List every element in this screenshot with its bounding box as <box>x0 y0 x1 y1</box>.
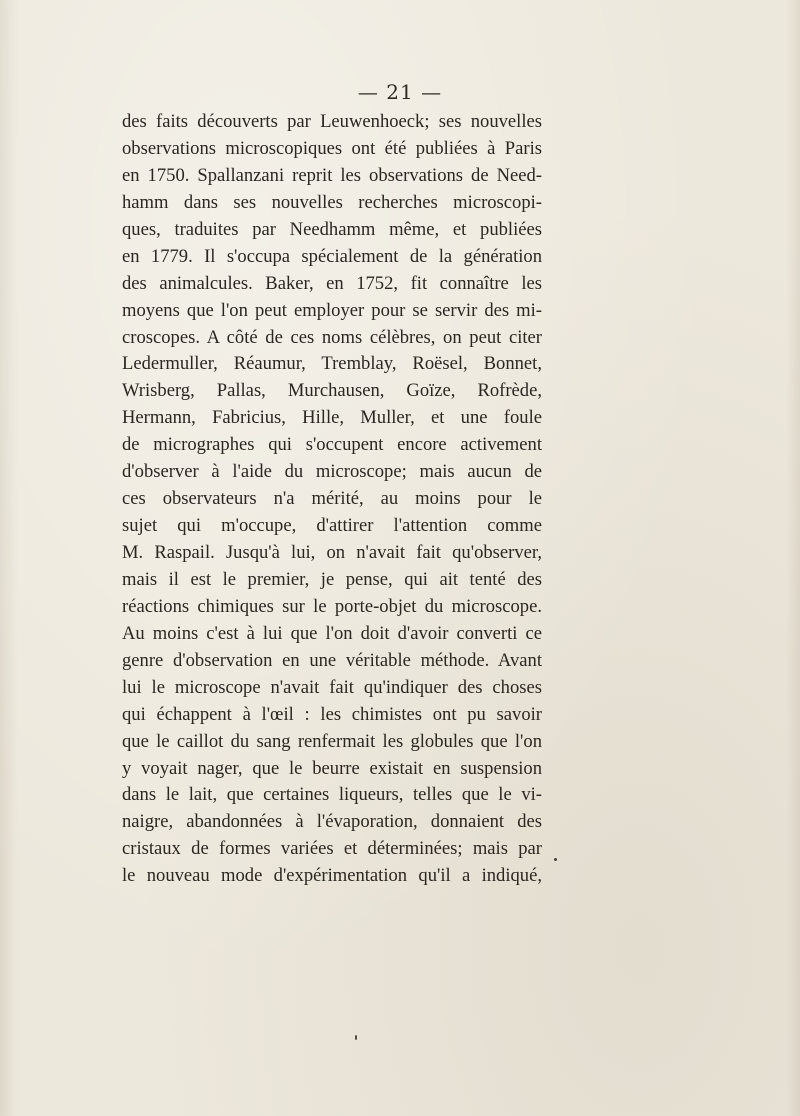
paper-speck <box>554 858 557 861</box>
text-line: Hermann, Fabricius, Hille, Muller, et une foule <box>122 407 542 429</box>
text-line: croscopes. A côté de ces noms célèbres, on peut citer <box>122 326 542 348</box>
text-line: des animalcules. Baker, en 1752, fit connaître les <box>122 272 542 294</box>
text-line: naigre, abandonnées à l'évaporation, donnaient des <box>122 811 542 833</box>
text-line: réactions chimiques sur le porte-objet du microscope. <box>122 595 542 617</box>
page-number: — 21 — <box>357 80 443 104</box>
text-line: mais il est le premier, je pense, qui ait tenté des <box>122 568 542 590</box>
text-line: qui échappent à l'œil : les chimistes ont pu savoir <box>122 703 542 725</box>
text-line: y voyait nager, que le beurre existait en suspension <box>122 757 542 779</box>
text-line: de micrographes qui s'occupent encore activement <box>122 434 542 456</box>
paper-speck <box>355 1035 357 1040</box>
text-line: genre d'observation en une véritable méthode. Avant <box>122 649 542 671</box>
text-line: dans le lait, que certaines liqueurs, telles que le vi- <box>122 784 542 806</box>
text-line: que le caillot du sang renfermait les globules que l'on <box>122 730 542 752</box>
text-line: d'observer à l'aide du microscope; mais aucun de <box>122 461 542 483</box>
text-line: ces observateurs n'a mérité, au moins pour le <box>122 488 542 510</box>
text-line: lui le microscope n'avait fait qu'indiquer des choses <box>122 676 542 698</box>
text-line: observations microscopiques ont été publiées à Paris <box>122 137 542 159</box>
text-line: hamm dans ses nouvelles recherches microscopi- <box>122 191 542 213</box>
text-line: moyens que l'on peut employer pour se servir des mi- <box>122 299 542 321</box>
text-line: Wrisberg, Pallas, Murchausen, Goïze, Rofrède, <box>122 380 542 402</box>
text-line: sujet qui m'occupe, d'attirer l'attention comme <box>122 515 542 537</box>
text-line: le nouveau mode d'expérimentation qu'il a indiqué, <box>122 865 542 887</box>
text-line: en 1779. Il s'occupa spécialement de la génération <box>122 245 542 267</box>
text-line: cristaux de formes variées et déterminées; mais par <box>122 838 542 860</box>
text-line: Au moins c'est à lui que l'on doit d'avoir converti ce <box>122 622 542 644</box>
text-line: en 1750. Spallanzani reprit les observations de Need- <box>122 164 542 186</box>
text-line: des faits découverts par Leuwenhoeck; ses nouvelles <box>122 111 542 132</box>
text-line: M. Raspail. Jusqu'à lui, on n'avait fait qu'observer, <box>122 542 542 563</box>
body-text <box>122 109 542 890</box>
text-line: Ledermuller, Réaumur, Tremblay, Roësel, Bonnet, <box>122 353 542 375</box>
text-line: ques, traduites par Needhamm même, et publiées <box>122 218 542 240</box>
